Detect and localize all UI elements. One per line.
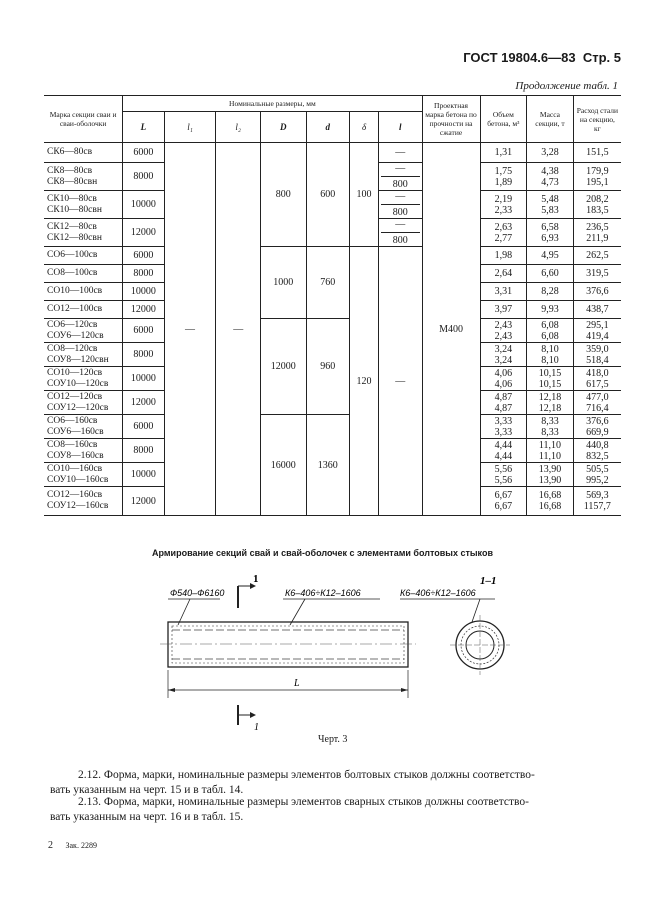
cell-steel: [573, 343, 621, 367]
cell-steel: [573, 301, 621, 319]
cell-steel: [573, 247, 621, 265]
cell-volume: [480, 391, 527, 415]
cell-steel-value: 319,5: [586, 268, 609, 279]
cell-steel-value: 669,9: [586, 426, 609, 438]
cell-mass-value: 13,90: [538, 463, 562, 475]
cell-volume: [480, 163, 527, 191]
label-mid: К6–406÷К12–1606: [285, 588, 361, 598]
cell-volume: [480, 265, 527, 283]
cell-mass: [527, 219, 574, 247]
cell-steel: [573, 163, 621, 191]
cell-L: 8000: [123, 439, 164, 463]
header-L: L: [123, 112, 164, 143]
cell-l: —: [379, 247, 423, 516]
cell-l: [379, 219, 423, 247]
header-delta: δ: [350, 112, 379, 143]
cell-mass: [527, 463, 574, 487]
cell-volume: [480, 283, 527, 301]
cell-mark: [44, 247, 123, 265]
cell-l-value: 800: [381, 204, 420, 218]
cell-L: 8000: [123, 163, 164, 191]
cell-mass-value: 16,68: [538, 501, 562, 512]
cell-volume-value: 3,24: [494, 354, 513, 366]
cell-mass-value: 4,95: [541, 250, 559, 261]
dim-L: L: [294, 678, 300, 689]
cell-mark: [44, 487, 123, 516]
cell-mark-value: СК8—80св: [47, 165, 93, 176]
cell-steel: [573, 191, 621, 219]
cell-mass-value: 8,33: [541, 415, 559, 427]
cell-volume: [480, 487, 527, 516]
cell-mark: [44, 283, 123, 301]
cell-volume: [480, 439, 527, 463]
cell-mass-value: 13,90: [538, 474, 562, 486]
cell-steel: [573, 319, 621, 343]
sections-table: [44, 95, 621, 516]
cell-steel-value: 477,0: [586, 391, 609, 403]
label-right: К6–406÷К12–1606: [400, 588, 476, 598]
cell-mass: [527, 343, 574, 367]
cell-mass: [527, 319, 574, 343]
cell-L: 10000: [123, 283, 164, 301]
cell-l-value: —: [395, 219, 406, 230]
cell-mark-value: СК12—80св: [47, 221, 97, 232]
cell-L: 12000: [123, 219, 164, 247]
cell-D: 800: [260, 143, 306, 247]
cell-steel-value: 295,1: [586, 319, 609, 331]
cell-mark-value: СО6—160св: [47, 415, 98, 426]
cell-volume-value: 4,87: [494, 402, 513, 414]
cell-steel-value: 195,1: [586, 176, 609, 188]
cell-mass: [527, 415, 574, 439]
cell-steel-value: 376,6: [586, 415, 609, 427]
cell-volume-value: 3,97: [494, 304, 513, 315]
paragraph-line: 2.13. Форма, марки, номинальные размеры элементов сварных стыков должны соответство-: [78, 796, 529, 808]
cell-volume: [480, 415, 527, 439]
header-dims: Номинальные размеры, мм: [123, 96, 422, 112]
cell-mark: [44, 463, 123, 487]
cell-mass-value: 11,10: [538, 450, 562, 462]
cell-volume: [480, 301, 527, 319]
cell-mass-value: 8,33: [541, 426, 559, 438]
cell-mark: [44, 391, 123, 415]
cell-mark: [44, 265, 123, 283]
cell-mass: [527, 163, 574, 191]
cell-mark: [44, 191, 123, 219]
cell-L: 8000: [123, 265, 164, 283]
cell-volume-value: 1,98: [494, 250, 513, 261]
cell-volume-value: 1,75: [494, 165, 513, 177]
cell-steel: [573, 367, 621, 391]
cell-mark-value: СК12—80свн: [47, 232, 102, 243]
cell-volume-value: 2,77: [494, 232, 513, 244]
cell-volume: [480, 319, 527, 343]
cell-mark-value: СОУ8—120свн: [47, 354, 109, 365]
cell-volume-value: 4,06: [494, 378, 513, 390]
cell-D: 16000: [260, 415, 306, 516]
cell-mass-value: 9,93: [541, 304, 559, 315]
cell-volume-value: 3,31: [494, 286, 513, 297]
cell-l: [379, 163, 423, 191]
cell-steel: [573, 415, 621, 439]
cell-mark-value: СОУ6—120св: [47, 330, 104, 341]
cell-mark-value: СО12—160св: [47, 490, 103, 500]
header-d: d: [306, 112, 350, 143]
paragraph-line: вать указанным на черт. 15 и в табл. 14.: [50, 784, 244, 796]
cell-mass-value: 10,15: [538, 378, 562, 390]
section-mark-bottom: 1: [254, 722, 259, 733]
cell-l1: —: [164, 143, 216, 516]
table-row: [44, 143, 621, 163]
cell-volume: [480, 143, 527, 163]
cell-l-value: 800: [381, 176, 420, 190]
cell-concrete: М400: [422, 143, 480, 516]
cell-mark-value: СО6—100св: [47, 250, 98, 260]
cell-mark-value: СОУ12—120св: [47, 402, 109, 413]
cell-d: 600: [306, 143, 350, 247]
cell-steel-value: 518,4: [586, 354, 609, 366]
cell-mark: [44, 163, 123, 191]
cell-mass: [527, 439, 574, 463]
cell-mark-value: СОУ8—160св: [47, 450, 104, 461]
cell-steel: [573, 143, 621, 163]
cell-steel-value: 995,2: [586, 474, 609, 486]
header-concrete: Проектная марка бетона по прочности на сжатие: [422, 96, 480, 143]
label-left: Ф540–Ф6160: [170, 588, 225, 598]
cell-mark-value: СО8—100св: [47, 268, 98, 278]
cell-l2: —: [216, 143, 261, 516]
section-mark-top: 1: [253, 573, 259, 585]
cell-mark: [44, 143, 123, 163]
page-footer: [48, 840, 97, 851]
header-D: D: [260, 112, 306, 143]
cell-l-value: —: [395, 191, 406, 202]
header-mass: Масса секции, т: [527, 96, 574, 143]
cell-volume-value: 2,43: [494, 330, 513, 342]
cell-steel-value: 617,5: [586, 378, 609, 390]
cell-mark-value: СО8—160св: [47, 439, 98, 450]
cell-mass-value: 6,08: [541, 319, 559, 331]
cell-mark: [44, 415, 123, 439]
cell-steel-value: 438,7: [586, 304, 609, 315]
cell-volume-value: 6,67: [494, 490, 513, 501]
paragraph-line: 2.12. Форма, марки, номинальные размеры элементов болтовых стыков должны соответство-: [78, 769, 535, 781]
cell-steel-value: 208,2: [586, 193, 609, 205]
cell-mass: [527, 247, 574, 265]
cell-steel: [573, 219, 621, 247]
cell-mark: [44, 439, 123, 463]
cell-mark-value: СО12—120св: [47, 391, 103, 402]
cell-mass-value: 8,10: [541, 343, 559, 355]
cell-mass-value: 4,73: [541, 176, 559, 188]
cell-d: 960: [306, 319, 350, 415]
header-l2: l₂: [216, 112, 261, 143]
cell-mark-value: СО8—120св: [47, 343, 98, 354]
cell-mass-value: 12,18: [538, 391, 562, 403]
cell-steel-value: 359,0: [586, 343, 609, 355]
cell-volume-value: 4,44: [494, 450, 513, 462]
cell-volume-value: 2,63: [494, 221, 513, 233]
cell-mass: [527, 301, 574, 319]
cell-volume-value: 1,31: [494, 147, 513, 158]
paragraph-2-12: [50, 768, 618, 798]
cell-mark: [44, 219, 123, 247]
cell-l: [379, 191, 423, 219]
table-continuation: Продолжение табл. 1: [515, 80, 618, 92]
cell-mark-value: СОУ12—160св: [47, 501, 109, 511]
cell-mark: [44, 343, 123, 367]
section-view-label: 1–1: [480, 575, 497, 587]
cell-l: [379, 143, 423, 163]
cell-steel-value: 440,8: [586, 439, 609, 451]
cell-mass: [527, 487, 574, 516]
cell-L: 10000: [123, 463, 164, 487]
page-number: Стр. 5: [582, 50, 621, 65]
cell-steel-value: 211,9: [586, 232, 609, 244]
cell-L: 6000: [123, 143, 164, 163]
cell-mark-value: СО6—120св: [47, 319, 98, 330]
page-header: [463, 50, 621, 65]
cell-mass-value: 5,83: [541, 204, 559, 216]
cell-mark-value: СОУ6—160св: [47, 426, 104, 437]
header-volume: Объем бетона, м³: [480, 96, 527, 143]
cell-volume-value: 6,67: [494, 501, 513, 512]
cell-L: 10000: [123, 191, 164, 219]
cell-steel-value: 716,4: [586, 402, 609, 414]
cell-mass-value: 4,38: [541, 165, 559, 177]
cell-mass-value: 3,28: [541, 147, 559, 158]
figure-caption: Черт. 3: [318, 734, 348, 745]
header-mark: Марка секции сваи и сваи-оболочки: [44, 96, 123, 143]
cell-volume-value: 2,43: [494, 319, 513, 331]
cell-volume-value: 5,56: [494, 474, 513, 486]
header-l1: l₁: [164, 112, 216, 143]
cell-mass-value: 6,58: [541, 221, 559, 233]
cell-l-value: —: [395, 163, 406, 174]
cell-steel-value: 1157,7: [583, 501, 611, 512]
cell-mass-value: 6,93: [541, 232, 559, 244]
cell-L: 6000: [123, 319, 164, 343]
cell-L: 6000: [123, 415, 164, 439]
cell-mass: [527, 191, 574, 219]
cell-L: 12000: [123, 301, 164, 319]
cell-D: 12000: [260, 319, 306, 415]
cell-volume-value: 2,33: [494, 204, 513, 216]
cell-volume: [480, 343, 527, 367]
cell-L: 8000: [123, 343, 164, 367]
paragraph-line: вать указанным на черт. 16 и в табл. 15.: [50, 811, 244, 823]
cell-mass-value: 12,18: [538, 402, 562, 414]
cell-mass-value: 10,15: [538, 367, 562, 379]
cell-volume: [480, 219, 527, 247]
cell-D: 1000: [260, 247, 306, 319]
cell-volume-value: 3,24: [494, 343, 513, 355]
cell-mass: [527, 143, 574, 163]
footer-order: Зак. 2289: [65, 841, 97, 850]
cell-mark-value: СО10—120св: [47, 367, 103, 378]
cell-mark-value: СО12—100св: [47, 304, 103, 314]
cell-mass: [527, 283, 574, 301]
cell-mark-value: СК10—80св: [47, 193, 97, 204]
standard-number: ГОСТ 19804.6—83: [463, 50, 576, 65]
cell-mark-value: СК6—80св: [47, 147, 93, 157]
cell-volume-value: 3,33: [494, 426, 513, 438]
cell-mark-value: СО10—100св: [47, 286, 103, 296]
cell-mark-value: СОУ10—120св: [47, 378, 109, 389]
cell-volume-value: 4,44: [494, 439, 513, 451]
cell-steel-value: 376,6: [586, 286, 609, 297]
cell-mass-value: 5,48: [541, 193, 559, 205]
cell-delta: 100: [350, 143, 379, 247]
cell-mass-value: 6,08: [541, 330, 559, 342]
cell-volume-value: 1,89: [494, 176, 513, 188]
cell-steel: [573, 487, 621, 516]
cell-L: 12000: [123, 487, 164, 516]
cell-steel-value: 262,5: [586, 250, 609, 261]
cell-volume: [480, 367, 527, 391]
table-row: [44, 247, 621, 265]
cell-mass: [527, 367, 574, 391]
cell-mass-value: 11,10: [538, 439, 562, 451]
reinforcement-drawing: [150, 570, 610, 740]
cell-mark: [44, 367, 123, 391]
cell-steel-value: 151,5: [586, 147, 609, 158]
figure-title: Армирование секций свай и свай-оболочек с элементами болтовых стыков: [152, 548, 493, 558]
table-row: [44, 415, 621, 439]
cell-d: 1360: [306, 415, 350, 516]
cell-mark-value: СО10—160св: [47, 463, 103, 474]
table-row: [44, 319, 621, 343]
cell-L: 12000: [123, 391, 164, 415]
cell-mass-value: 6,60: [541, 268, 559, 279]
cell-l-value: —: [395, 147, 406, 158]
cell-steel: [573, 439, 621, 463]
header-l: l: [379, 112, 423, 143]
cell-steel: [573, 283, 621, 301]
cell-mark: [44, 319, 123, 343]
cell-volume-value: 2,19: [494, 193, 513, 205]
cell-L: 6000: [123, 247, 164, 265]
cell-steel-value: 419,4: [586, 330, 609, 342]
cell-volume: [480, 191, 527, 219]
cell-l-value: 800: [381, 232, 420, 246]
cell-mass-value: 8,10: [541, 354, 559, 366]
cell-d: 760: [306, 247, 350, 319]
cell-volume-value: 4,87: [494, 391, 513, 403]
cell-L: 10000: [123, 367, 164, 391]
cell-steel-value: 236,5: [586, 221, 609, 233]
cell-volume-value: 5,56: [494, 463, 513, 475]
cell-steel: [573, 391, 621, 415]
cell-mark-value: СК8—80свн: [47, 176, 98, 187]
cell-steel-value: 418,0: [586, 367, 609, 379]
cell-mass-value: 16,68: [538, 490, 562, 501]
cell-volume-value: 4,06: [494, 367, 513, 379]
cell-volume-value: 3,33: [494, 415, 513, 427]
header-steel: Расход стали на секцию, кг: [573, 96, 621, 143]
paragraph-2-13: [50, 795, 618, 825]
cell-volume: [480, 463, 527, 487]
cell-mark: [44, 301, 123, 319]
cell-mass: [527, 391, 574, 415]
cell-volume-value: 2,64: [494, 268, 513, 279]
cell-volume: [480, 247, 527, 265]
cell-delta: 120: [350, 247, 379, 516]
cell-steel-value: 179,9: [586, 165, 609, 177]
footer-page-number: 2: [48, 840, 53, 851]
cell-mark-value: СК10—80свн: [47, 204, 102, 215]
cell-mass-value: 8,28: [541, 286, 559, 297]
table-body: [44, 143, 621, 516]
cell-steel: [573, 265, 621, 283]
cell-steel: [573, 463, 621, 487]
cell-mass: [527, 265, 574, 283]
cell-steel-value: 832,5: [586, 450, 609, 462]
cell-steel-value: 505,5: [586, 463, 609, 475]
cell-steel-value: 569,3: [586, 490, 609, 501]
cell-steel-value: 183,5: [586, 204, 609, 216]
cell-mark-value: СОУ10—160св: [47, 474, 109, 485]
